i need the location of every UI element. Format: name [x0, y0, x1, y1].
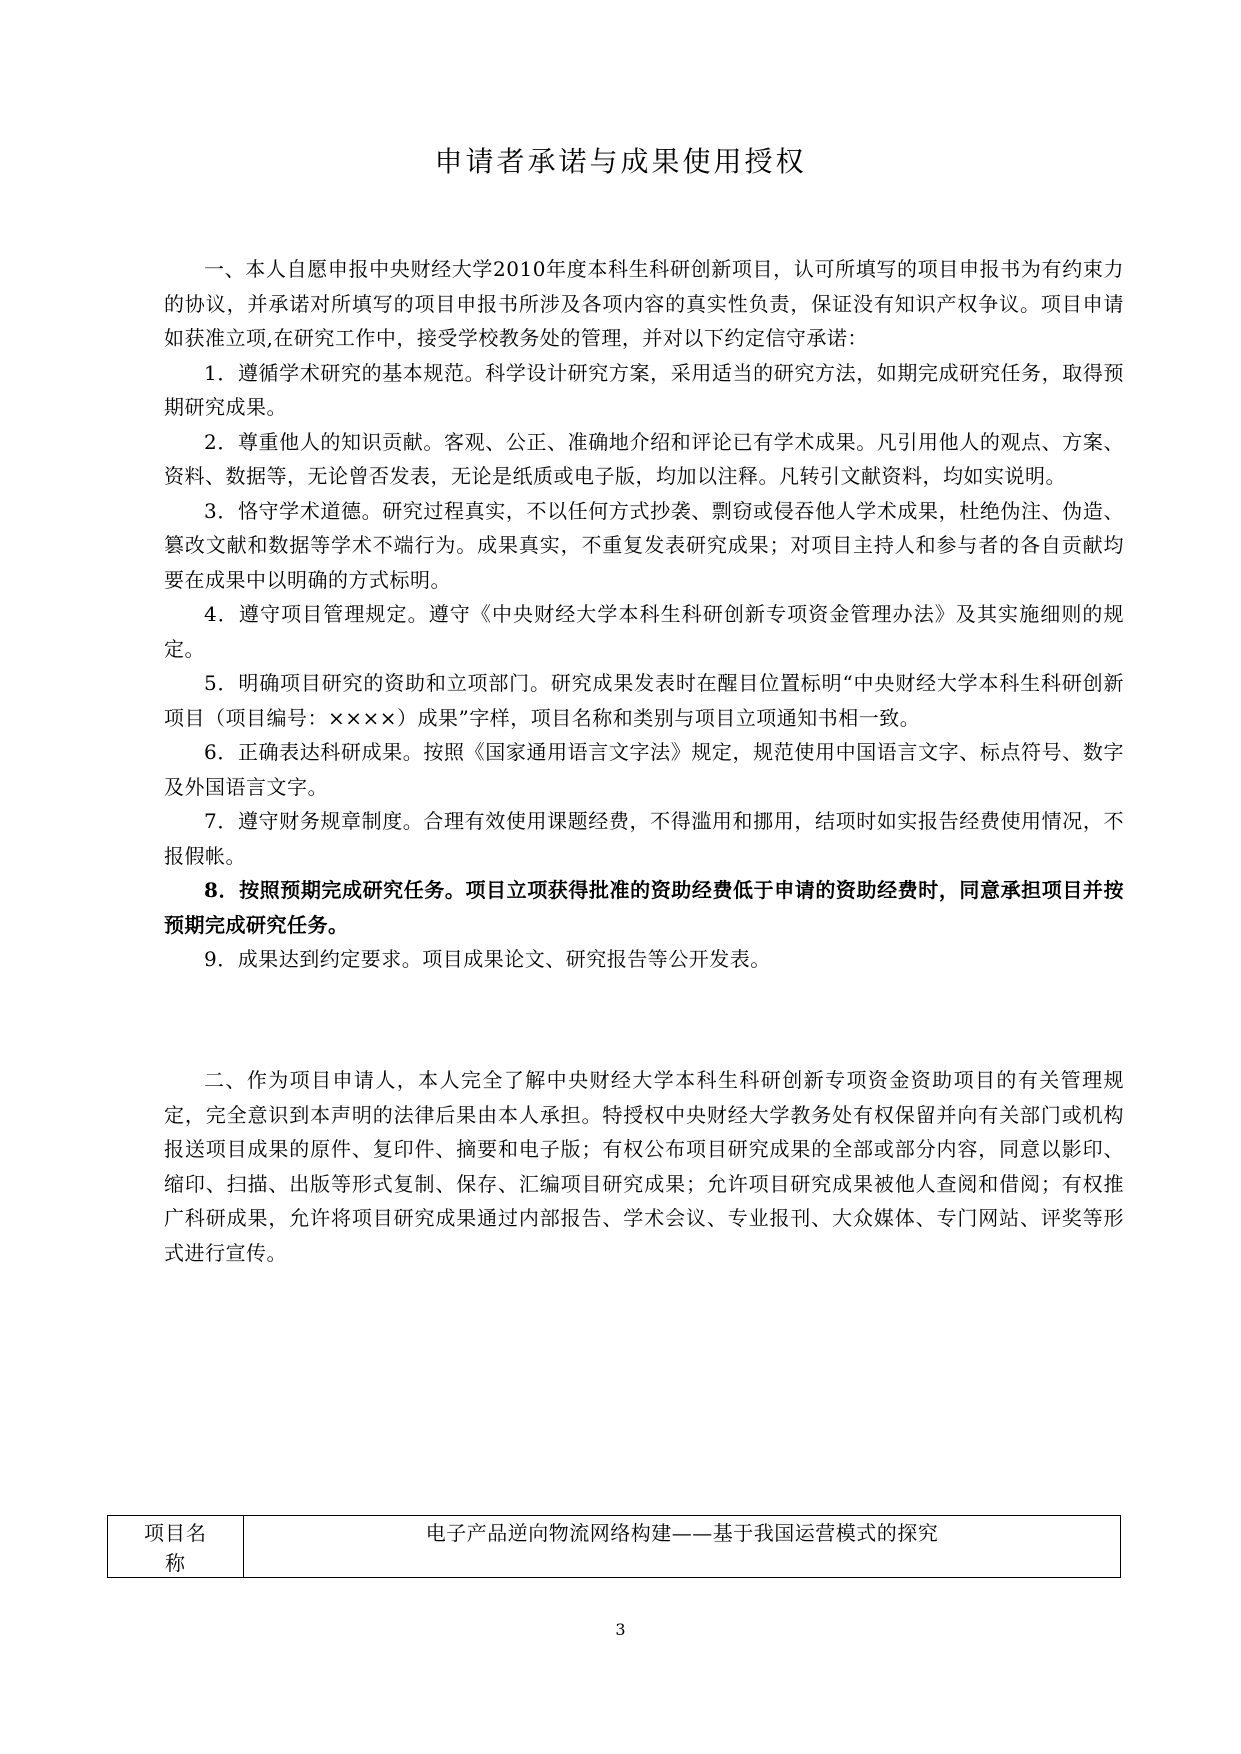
project-name-label-line1: 项目名: [144, 1521, 207, 1545]
commitment-item-7: 7．遵守财务规章制度。合理有效使用课题经费，不得滥用和挪用，结项时如实报告经费使用情况，不报假帐。: [164, 809, 1124, 868]
commitment-item-5: 5．明确项目研究的资助和立项部门。研究成果发表时在醒目位置标明“中央财经大学本科生科研创新项目（项目编号：××××）成果”字样，项目名称和类别与项目立项通知书相一致。: [164, 671, 1124, 730]
page-number: 3: [615, 1620, 626, 1639]
project-name-value: 电子产品逆向物流网络构建——基于我国运营模式的探究: [425, 1521, 939, 1545]
section-two-text: 二、作为项目申请人，本人完全了解中央财经大学本科生科研创新专项资金资助项目的有关管理规定，完全意识到本声明的法律后果由本人承担。特授权中央财经大学教务处有权保留并向有关部门或机构报送项目成果的原件、复印件、摘要和电子版；有权公布项目研究成果的全部或部分内容，同意以影印、缩印、扫描、出版等形式复制、保存、汇编项目研究成果；允许项目研究成果被他人查阅和借阅；有权推广科研成果，允许将项目研究成果通过内部报告、学术会议、专业报刊、大众媒体、专门网站、评奖等形式进行宣传。: [164, 1068, 1124, 1265]
commitment-item-8: 8．按照预期完成研究任务。项目立项获得批准的资助经费低于申请的资助经费时，同意承担项目并按预期完成研究任务。: [164, 878, 1124, 937]
commitment-item-6: 6．正确表达科研成果。按照《国家通用语言文字法》规定，规范使用中国语言文字、标点符号、数字及外国语言文字。: [164, 740, 1124, 799]
section-one-intro: 一、本人自愿申报中央财经大学2010年度本科生科研创新项目，认可所填写的项目申报书为有约束力的协议，并承诺对所填写的项目申报书所涉及各项内容的真实性负责，保证没有知识产权争议。项目申请如获准立项,在研究工作中，接受学校教务处的管理，并对以下约定信守承诺：: [164, 257, 1124, 350]
project-name-label-line2: 称: [165, 1551, 186, 1575]
commitment-item-2: 2．尊重他人的知识贡献。客观、公正、准确地介绍和评论已有学术成果。凡引用他人的观点、方案、资料、数据等，无论曾否发表，无论是纸质或电子版，均加以注释。凡转引文献资料，均如实说明。: [164, 429, 1124, 488]
commitment-item-4: 4．遵守项目管理规定。遵守《中央财经大学本科生科研创新专项资金管理办法》及其实施细则的规定。: [164, 602, 1124, 661]
project-name-table: [107, 1515, 1121, 1578]
commitment-item-9: 9．成果达到约定要求。项目成果论文、研究报告等公开发表。: [204, 947, 771, 971]
commitment-item-1: 1．遵循学术研究的基本规范。科学设计研究方案，采用适当的研究方法，如期完成研究任务，取得预期研究成果。: [164, 360, 1124, 419]
commitment-item-3: 3．恪守学术道德。研究过程真实，不以任何方式抄袭、剽窃或侵吞他人学术成果，杜绝伪注、伪造、篡改文献和数据等学术不端行为。成果真实，不重复发表研究成果；对项目主持人和参与者的各自贡献均要在成果中以明确的方式标明。: [164, 498, 1124, 592]
page-title: 申请者承诺与成果使用授权: [434, 145, 807, 178]
project-name-label: [108, 1516, 244, 1577]
section-one-commitments: [164, 252, 1124, 977]
section-two-authorization: [164, 1063, 1124, 1270]
